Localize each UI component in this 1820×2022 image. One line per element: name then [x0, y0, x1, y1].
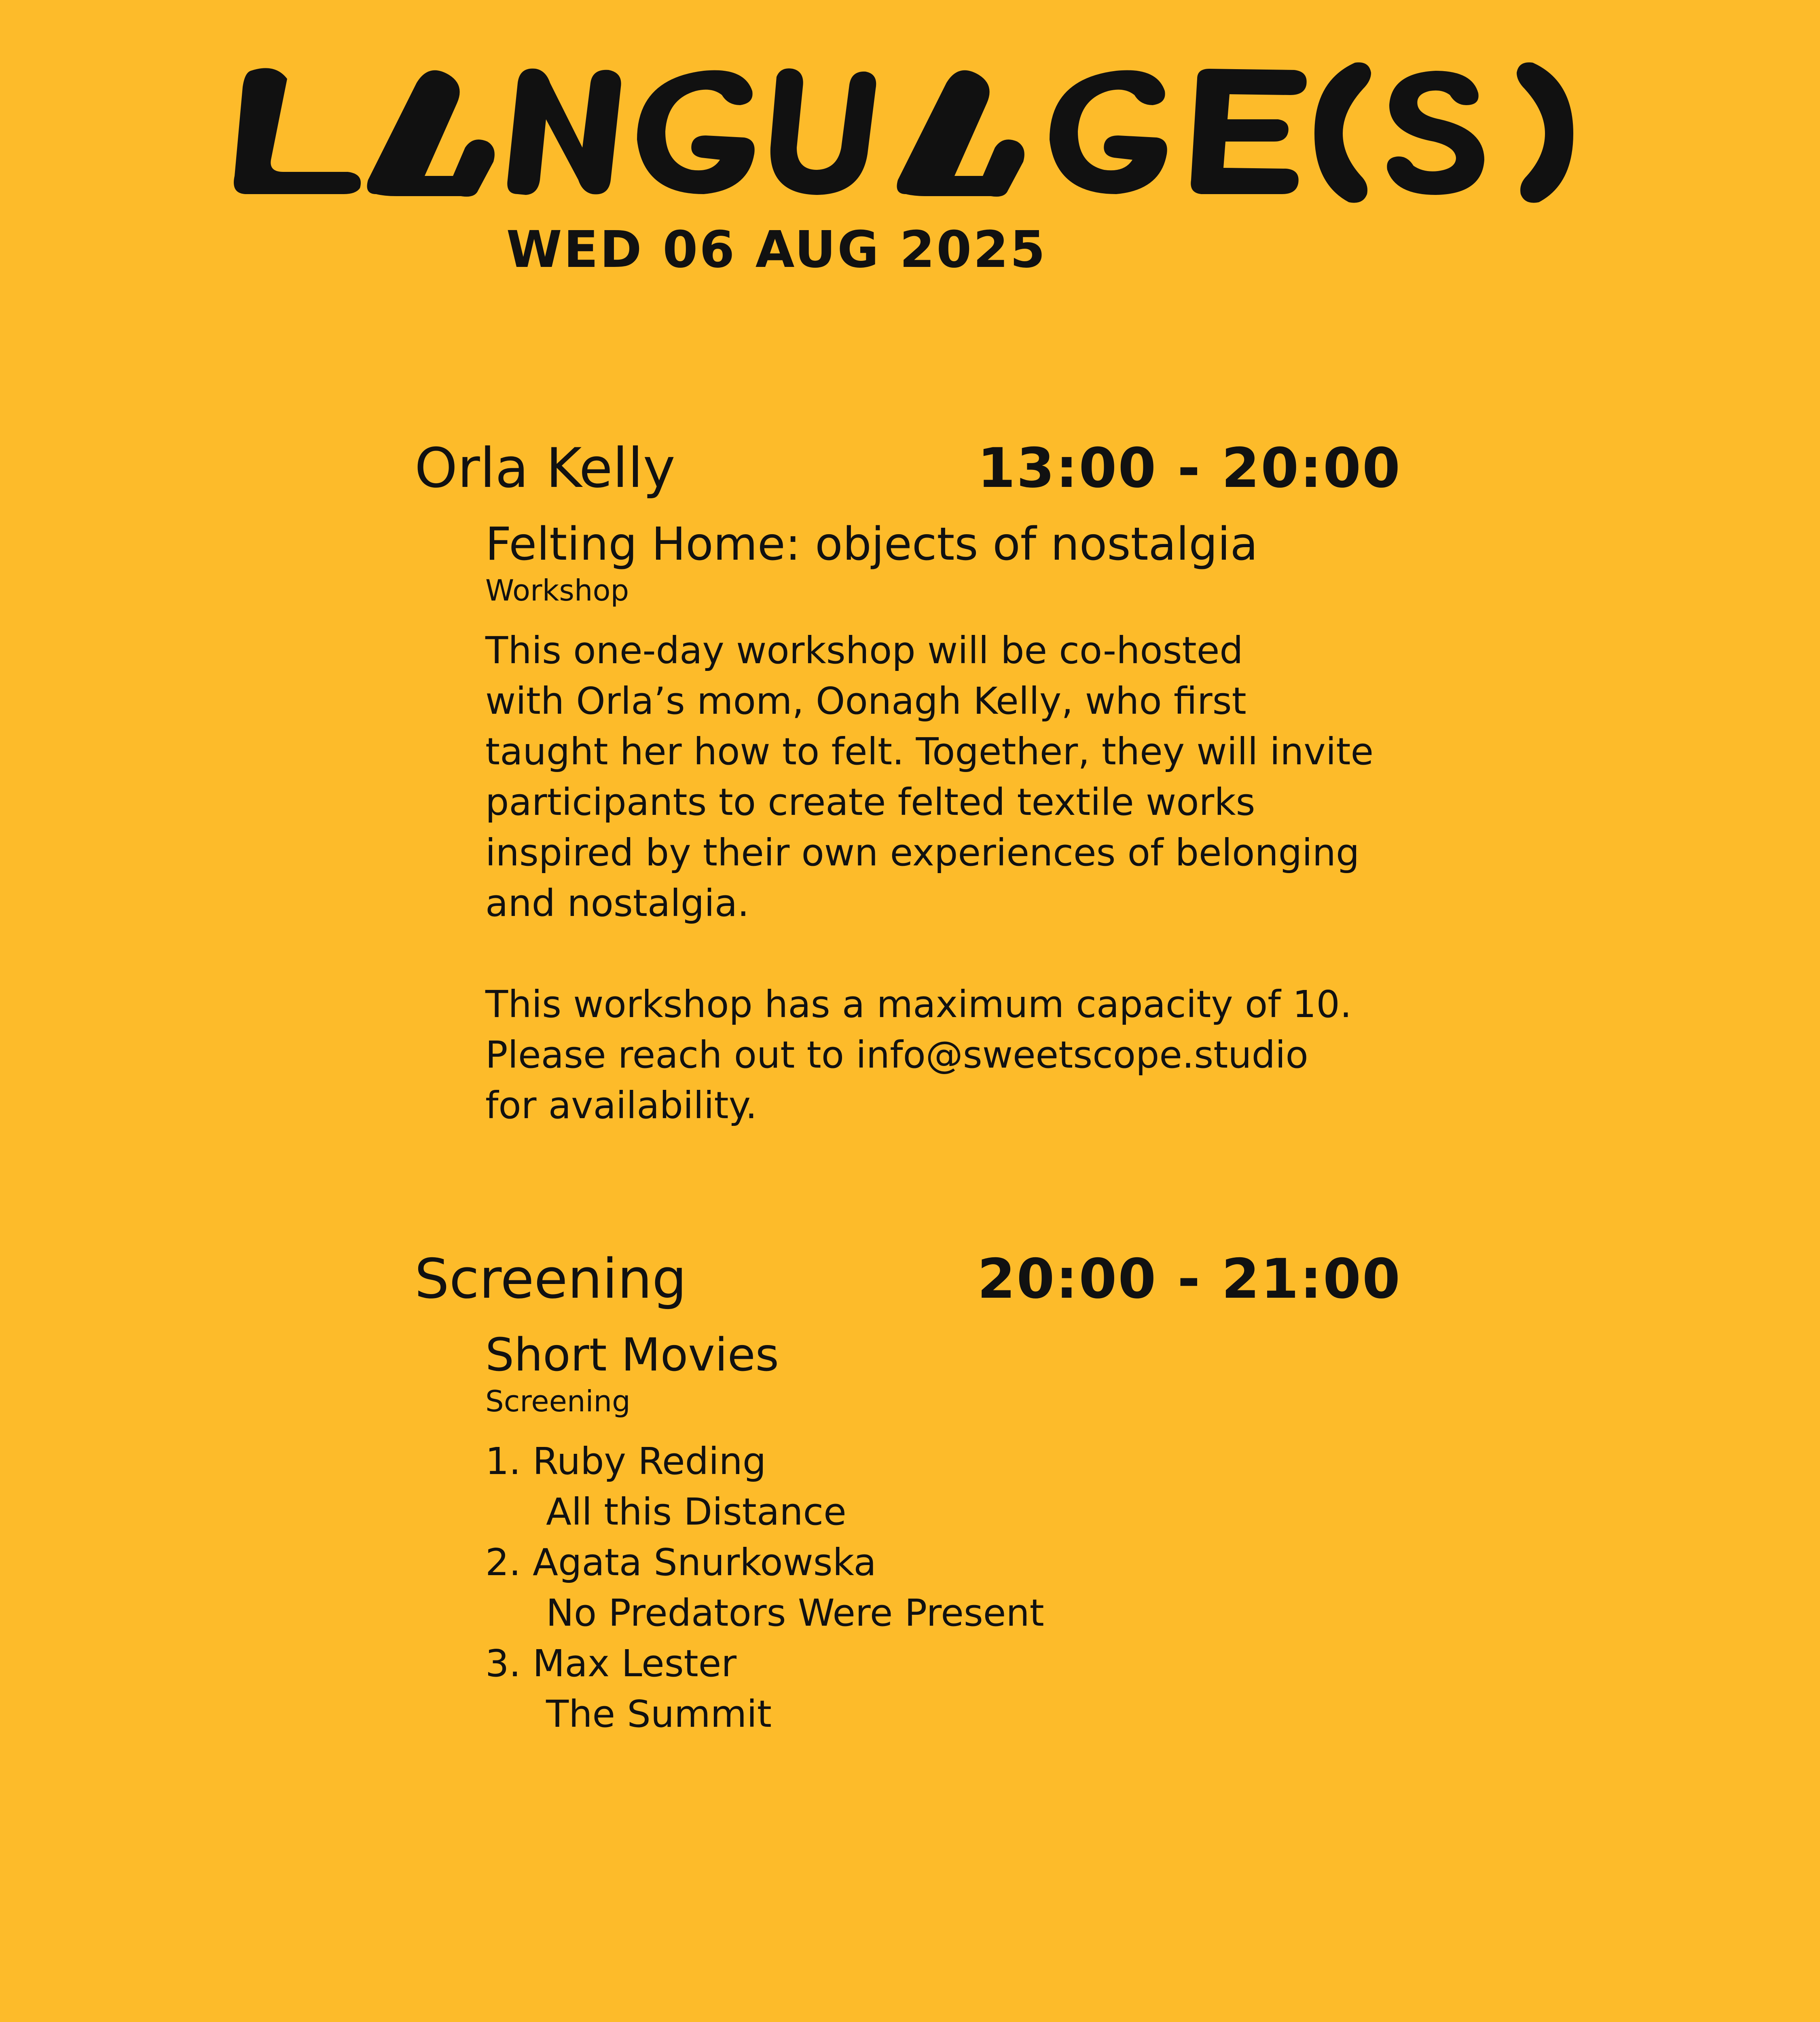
event-time: 20:00 - 21:00	[977, 1247, 1401, 1311]
event-header	[415, 1247, 1401, 1311]
film-list	[485, 1436, 1416, 1739]
event-time: 13:00 - 20:00	[977, 436, 1401, 500]
film-director: 2. Agata Snurkowska	[485, 1541, 876, 1584]
list-item	[485, 1537, 1416, 1638]
event-type: Workshop	[485, 573, 629, 607]
description-paragraph: This workshop has a maximum capacity of 10. Please reach out to info@sweetscope.studio for availability.	[485, 983, 1352, 1127]
film-title: All this Distance	[546, 1490, 847, 1533]
page-title	[226, 55, 1602, 208]
event-subtitle: Short Movies	[485, 1329, 779, 1381]
film-director: 3. Max Lester	[485, 1642, 737, 1685]
event-name: Orla Kelly	[415, 436, 675, 500]
film-title: The Summit	[546, 1692, 772, 1736]
event-subtitle: Felting Home: objects of nostalgia	[485, 518, 1258, 571]
event-date	[0, 220, 1820, 279]
event-details	[485, 518, 1416, 1131]
title-lettering	[226, 55, 1602, 208]
event-header	[415, 436, 1401, 500]
event-details	[485, 1329, 1416, 1739]
event-name: Screening	[415, 1247, 687, 1311]
list-item	[485, 1638, 1416, 1739]
event-description	[485, 625, 1416, 1131]
list-item	[485, 1436, 1416, 1537]
film-title: No Predators Were Present	[546, 1591, 1044, 1635]
film-director: 1. Ruby Reding	[485, 1440, 766, 1483]
event-type: Screening	[485, 1384, 631, 1418]
event-date-text: WED 06 AUG 2025	[506, 220, 1047, 279]
description-paragraph: This one-day workshop will be co-hosted with Orla’s mom, Oonagh Kelly, who first taught her how to felt. Together, they will invite participants to create felted textile works inspired by their own experiences of belonging and nostalgia.	[485, 629, 1374, 925]
